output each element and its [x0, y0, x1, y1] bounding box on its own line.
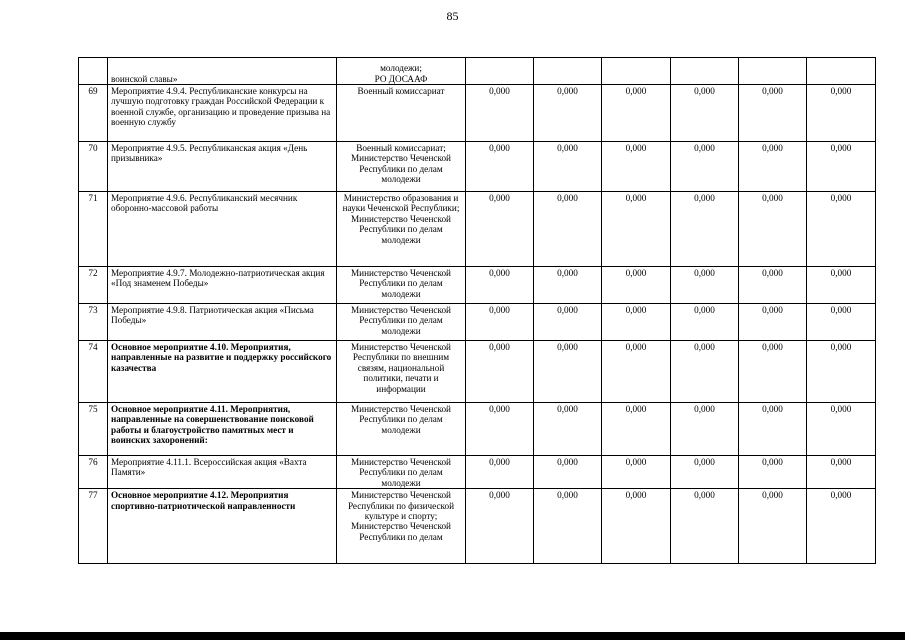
row-value: 0,000 [602, 85, 671, 142]
row-value: 0,000 [466, 304, 534, 341]
row-value: 0,000 [466, 341, 534, 403]
row-value: 0,000 [466, 192, 534, 267]
table-row [79, 85, 876, 142]
row-value: 0,000 [534, 304, 602, 341]
row-value: 0,000 [807, 456, 876, 489]
scan-edge [0, 632, 905, 640]
row-name: Мероприятие 4.9.5. Республиканская акция «День призывника» [108, 142, 337, 192]
row-executor: молодежи; РО ДОСААФ [337, 58, 466, 85]
row-value: 0,000 [671, 304, 739, 341]
row-value: 0,000 [466, 403, 534, 456]
row-number [79, 58, 108, 85]
row-value: 0,000 [671, 267, 739, 304]
row-name: Мероприятие 4.9.4. Республиканские конкурсы на лучшую подготовку граждан Российской Федерации к военной службе, организацию и проведение призыва на военную службу [108, 85, 337, 142]
program-table [78, 57, 876, 564]
row-name: воинской славы» [108, 58, 337, 85]
row-number: 77 [79, 489, 108, 564]
row-name: Основное мероприятие 4.10. Мероприятия, направленные на развитие и поддержку российского казачества [108, 341, 337, 403]
row-value: 0,000 [602, 403, 671, 456]
row-executor: Министерство Чеченской Республики по делам молодежи [337, 304, 466, 341]
row-executor: Военный комиссариат; Министерство Чеченской Республики по делам молодежи [337, 142, 466, 192]
row-value: 0,000 [466, 456, 534, 489]
row-executor: Министерство Чеченской Республики по делам молодежи [337, 267, 466, 304]
row-value: 0,000 [807, 267, 876, 304]
row-value: 0,000 [739, 85, 807, 142]
row-value: 0,000 [602, 304, 671, 341]
row-value: 0,000 [466, 142, 534, 192]
row-value: 0,000 [671, 403, 739, 456]
row-number: 69 [79, 85, 108, 142]
row-number: 76 [79, 456, 108, 489]
row-value-empty [534, 58, 602, 85]
row-executor: Министерство Чеченской Республики по делам молодежи [337, 456, 466, 489]
table-row [79, 341, 876, 403]
row-value: 0,000 [807, 403, 876, 456]
row-value-empty [602, 58, 671, 85]
row-value: 0,000 [602, 456, 671, 489]
row-value: 0,000 [466, 85, 534, 142]
row-name: Мероприятие 4.11.1. Всероссийская акция «Вахта Памяти» [108, 456, 337, 489]
row-value: 0,000 [534, 403, 602, 456]
row-value: 0,000 [739, 456, 807, 489]
row-value: 0,000 [602, 341, 671, 403]
row-value: 0,000 [671, 192, 739, 267]
row-value: 0,000 [739, 403, 807, 456]
table-row [79, 267, 876, 304]
row-value: 0,000 [534, 267, 602, 304]
table-row [79, 192, 876, 267]
row-value: 0,000 [534, 142, 602, 192]
row-value: 0,000 [671, 85, 739, 142]
row-value: 0,000 [739, 267, 807, 304]
page-number: 85 [446, 9, 459, 23]
table-row [79, 456, 876, 489]
row-value: 0,000 [739, 304, 807, 341]
row-value: 0,000 [739, 341, 807, 403]
row-value: 0,000 [602, 489, 671, 564]
row-number: 74 [79, 341, 108, 403]
row-executor: Министерство Чеченской Республики по внешним связям, национальной политики, печати и информации [337, 341, 466, 403]
row-number: 73 [79, 304, 108, 341]
row-executor: Министерство Чеченской Республики по делам молодежи [337, 403, 466, 456]
table-row [79, 403, 876, 456]
row-value: 0,000 [807, 85, 876, 142]
row-value: 0,000 [807, 489, 876, 564]
row-value: 0,000 [807, 341, 876, 403]
row-value: 0,000 [739, 142, 807, 192]
row-executor: Министерство образования и науки Чеченской Республики; Министерство Чеченской Республики по делам молодежи [337, 192, 466, 267]
row-value: 0,000 [602, 142, 671, 192]
row-value: 0,000 [671, 456, 739, 489]
row-value: 0,000 [602, 192, 671, 267]
row-value-empty [807, 58, 876, 85]
row-number: 71 [79, 192, 108, 267]
row-value: 0,000 [739, 489, 807, 564]
row-name: Основное мероприятие 4.12. Мероприятия спортивно-патриотической направленности [108, 489, 337, 564]
table-row-continuation [79, 58, 876, 85]
row-name: Мероприятие 4.9.8. Патриотическая акция «Письма Победы» [108, 304, 337, 341]
row-number: 75 [79, 403, 108, 456]
row-value: 0,000 [807, 142, 876, 192]
row-value: 0,000 [534, 85, 602, 142]
row-value: 0,000 [739, 192, 807, 267]
row-value: 0,000 [671, 489, 739, 564]
row-executor: Министерство Чеченской Республики по физической культуре и спорту; Министерство Чеченской Республики по делам [337, 489, 466, 564]
row-value: 0,000 [602, 267, 671, 304]
row-value: 0,000 [534, 489, 602, 564]
table-row [79, 304, 876, 341]
row-value-empty [671, 58, 739, 85]
row-value: 0,000 [807, 304, 876, 341]
row-value: 0,000 [671, 142, 739, 192]
row-value: 0,000 [807, 192, 876, 267]
row-name: Основное мероприятие 4.11. Мероприятия, направленные на совершенствование поисковой работы и благоустройство памятных мест и воинских захоронений: [108, 403, 337, 456]
row-value: 0,000 [466, 489, 534, 564]
row-value: 0,000 [534, 192, 602, 267]
row-value-empty [739, 58, 807, 85]
row-name: Мероприятие 4.9.6. Республиканский месячник оборонно-массовой работы [108, 192, 337, 267]
row-number: 70 [79, 142, 108, 192]
row-name: Мероприятие 4.9.7. Молодежно-патриотическая акция «Под знаменем Победы» [108, 267, 337, 304]
row-value: 0,000 [534, 341, 602, 403]
table-row [79, 489, 876, 564]
row-executor: Военный комиссариат [337, 85, 466, 142]
row-value-empty [466, 58, 534, 85]
table-row [79, 142, 876, 192]
row-value: 0,000 [534, 456, 602, 489]
row-value: 0,000 [466, 267, 534, 304]
row-value: 0,000 [671, 341, 739, 403]
table-body [79, 58, 876, 564]
row-number: 72 [79, 267, 108, 304]
